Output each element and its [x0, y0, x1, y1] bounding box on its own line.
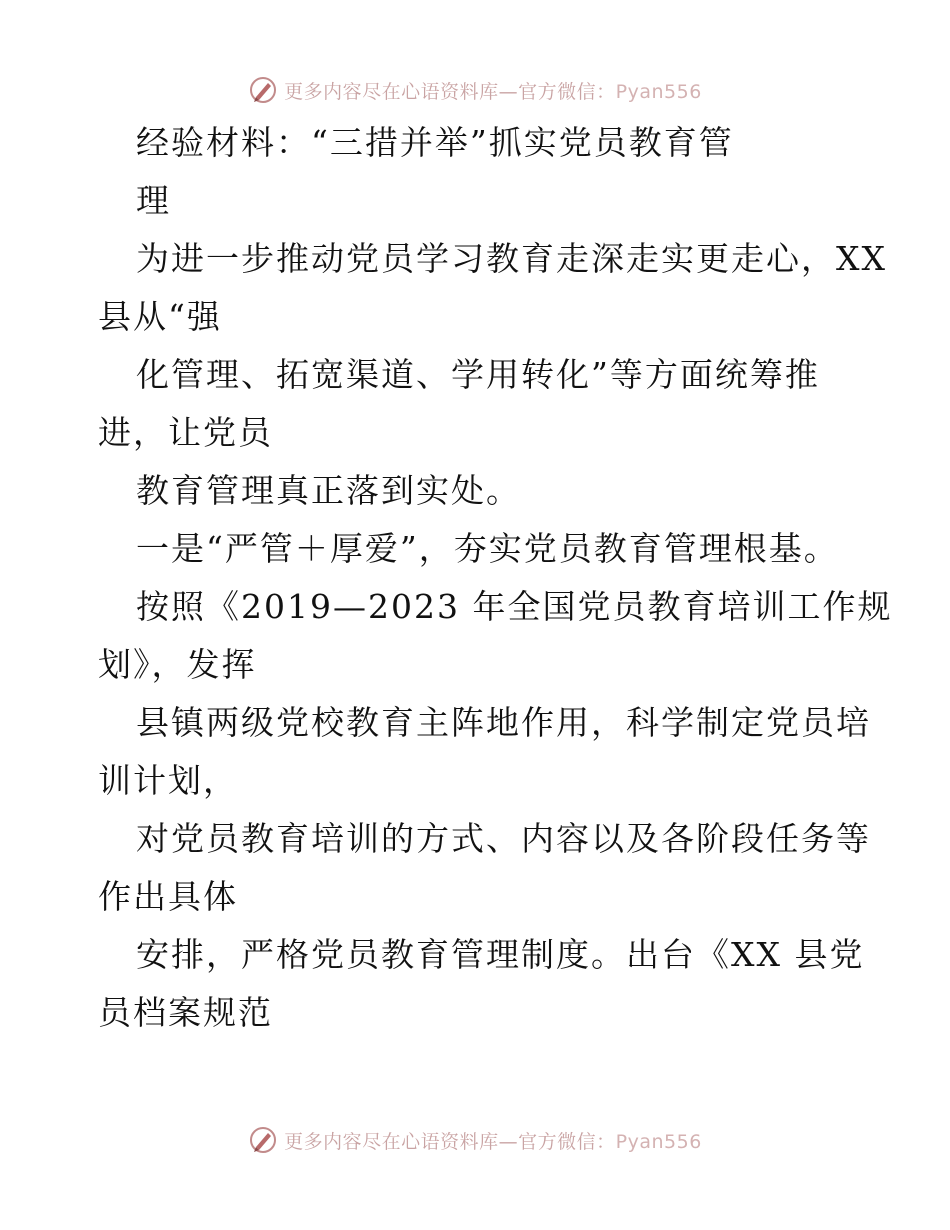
- watermark-text: 更多内容尽在心语资料库—官方微信：Pyan556: [284, 80, 702, 103]
- footer-watermark: [0, 1120, 950, 1160]
- text-line: 教育管理真正落到实处。: [136, 471, 521, 510]
- text-line: 化管理、拓宽渠道、学用转化”等方面统筹推: [136, 355, 820, 394]
- pen-logo-icon: [248, 75, 278, 105]
- text-line: 员档案规范: [98, 993, 273, 1032]
- text-line: 训计划，: [98, 761, 238, 800]
- text-line: 为进一步推动党员学习教育走深走实更走心，XX: [136, 239, 887, 278]
- text-line: 进，让党员: [98, 413, 273, 452]
- header-watermark: [0, 70, 950, 110]
- text-line: 经验材料：“三措并举”抓实党员教育管: [136, 123, 734, 162]
- text-line: 县从“强: [98, 297, 222, 336]
- text-line: 理: [136, 181, 171, 220]
- text-line: 划》，发挥: [98, 645, 257, 684]
- text-line: 按照《2019—2023 年全国党员教育培训工作规: [136, 587, 893, 626]
- text-line: 县镇两级党校教育主阵地作用，科学制定党员培: [136, 703, 871, 742]
- document-body: [98, 123, 893, 1052]
- pen-logo-icon: [248, 1125, 278, 1155]
- text-line: 安排，严格党员教育管理制度。出台《XX 县党: [136, 935, 865, 974]
- text-line: 一是“严管＋厚爱”，夯实党员教育管理根基。: [136, 529, 839, 568]
- text-line: 作出具体: [98, 877, 238, 916]
- text-line: 对党员教育培训的方式、内容以及各阶段任务等: [136, 819, 871, 858]
- watermark-text: 更多内容尽在心语资料库—官方微信：Pyan556: [284, 1130, 702, 1153]
